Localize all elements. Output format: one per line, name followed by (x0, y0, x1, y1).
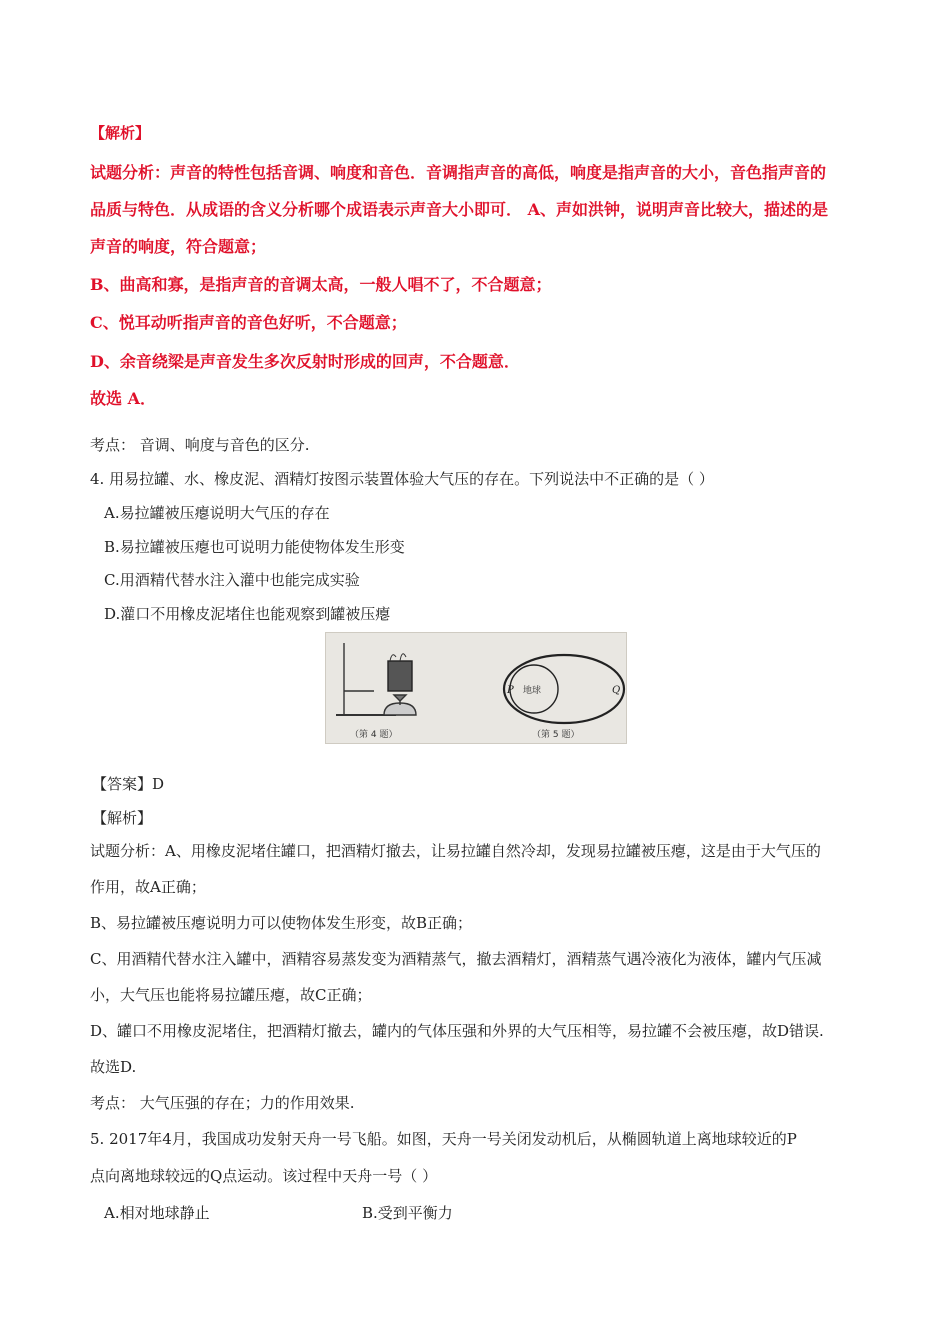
analysis-line: 故选 A． (90, 389, 156, 408)
label-q: Q (612, 685, 621, 696)
q4-analysis-line: C、用酒精代替水注入罐中，酒精容易蒸发变为酒精蒸气，撤去酒精灯，酒精蒸气遇冷液化为液体，罐内气压减 (90, 950, 822, 968)
q4-analysis-line: 作用，故A正确； (90, 878, 206, 896)
q4-analysis-line: B、易拉罐被压瘪说明力可以使物体发生形变，故B正确； (90, 914, 473, 932)
q4-option-a: A.易拉罐被压瘪说明大气压的存在 (104, 504, 330, 522)
analysis-line: 品质与特色．从成语的含义分析哪个成语表示声音大小即可． A、声如洪钟，说明声音比较大，描述的是 (90, 200, 828, 219)
orbit-diagram (504, 655, 624, 723)
q4-analysis-line: 试题分析：A、用橡皮泥堵住罐口，把酒精灯撤去，让易拉罐自然冷却，发现易拉罐被压瘪，这是由于大气压的 (90, 842, 821, 860)
question-figure (325, 632, 627, 744)
analysis-line: 试题分析：声音的特性包括音调、响度和音色．音调指声音的高低，响度是指声音的大小，音色指声音的 (90, 163, 827, 182)
analysis-line: D、余音绕梁是声音发生多次反射时形成的回声，不合题意． (90, 352, 520, 371)
q5-option-a: A.相对地球静止 (104, 1204, 210, 1222)
question-5-stem-cont: 点向离地球较远的Q点运动。该过程中天舟一号（ ） (90, 1167, 438, 1185)
question-5-stem: 5. 2017年4月，我国成功发射天舟一号飞船。如图，天舟一号关闭发动机后，从椭圆轨道上离地球较近的P (90, 1130, 797, 1148)
answer-label: 【答案】D (92, 775, 165, 793)
kaodian-prev: 考点： 音调、响度与音色的区分. (90, 436, 310, 454)
q4-option-d: D.灌口不用橡皮泥堵住也能观察到罐被压瘪 (104, 605, 391, 623)
q5-option-b: B.受到平衡力 (362, 1204, 453, 1222)
analysis-line: C、悦耳动听指声音的音色好听，不合题意； (90, 313, 407, 332)
analysis-header-q4: 【解析】 (92, 809, 153, 827)
figure-caption-left: （第 4 题） (350, 730, 398, 740)
figure-caption-right: （第 5 题） (532, 730, 580, 740)
analysis-header: 【解析】 (90, 124, 151, 142)
kaodian-q4: 考点： 大气压强的存在；力的作用效果. (90, 1094, 355, 1112)
analysis-line: B、曲高和寡，是指声音的音调太高，一般人唱不了，不合题意； (90, 275, 552, 294)
q4-option-b: B.易拉罐被压瘪也可说明力能使物体发生形变 (104, 538, 405, 556)
question-4-stem: 4. 用易拉罐、水、橡皮泥、酒精灯按图示装置体验大气压的存在。下列说法中不正确的是（ ） (90, 470, 714, 488)
figure-illustration (326, 633, 626, 743)
label-earth: 地球 (523, 686, 542, 696)
label-p: P (507, 685, 514, 696)
q4-analysis-line: D、罐口不用橡皮泥堵住，把酒精灯撤去，罐内的气体压强和外界的大气压相等，易拉罐不会被压瘪，故D错误. (90, 1022, 824, 1040)
q4-analysis-line: 小，大气压也能将易拉罐压瘪，故C正确； (90, 986, 372, 1004)
can-apparatus (336, 643, 416, 715)
q4-option-c: C.用酒精代替水注入灌中也能完成实验 (104, 571, 360, 589)
q4-analysis-line: 故选D. (90, 1058, 137, 1076)
analysis-line: 声音的响度，符合题意； (90, 237, 267, 256)
